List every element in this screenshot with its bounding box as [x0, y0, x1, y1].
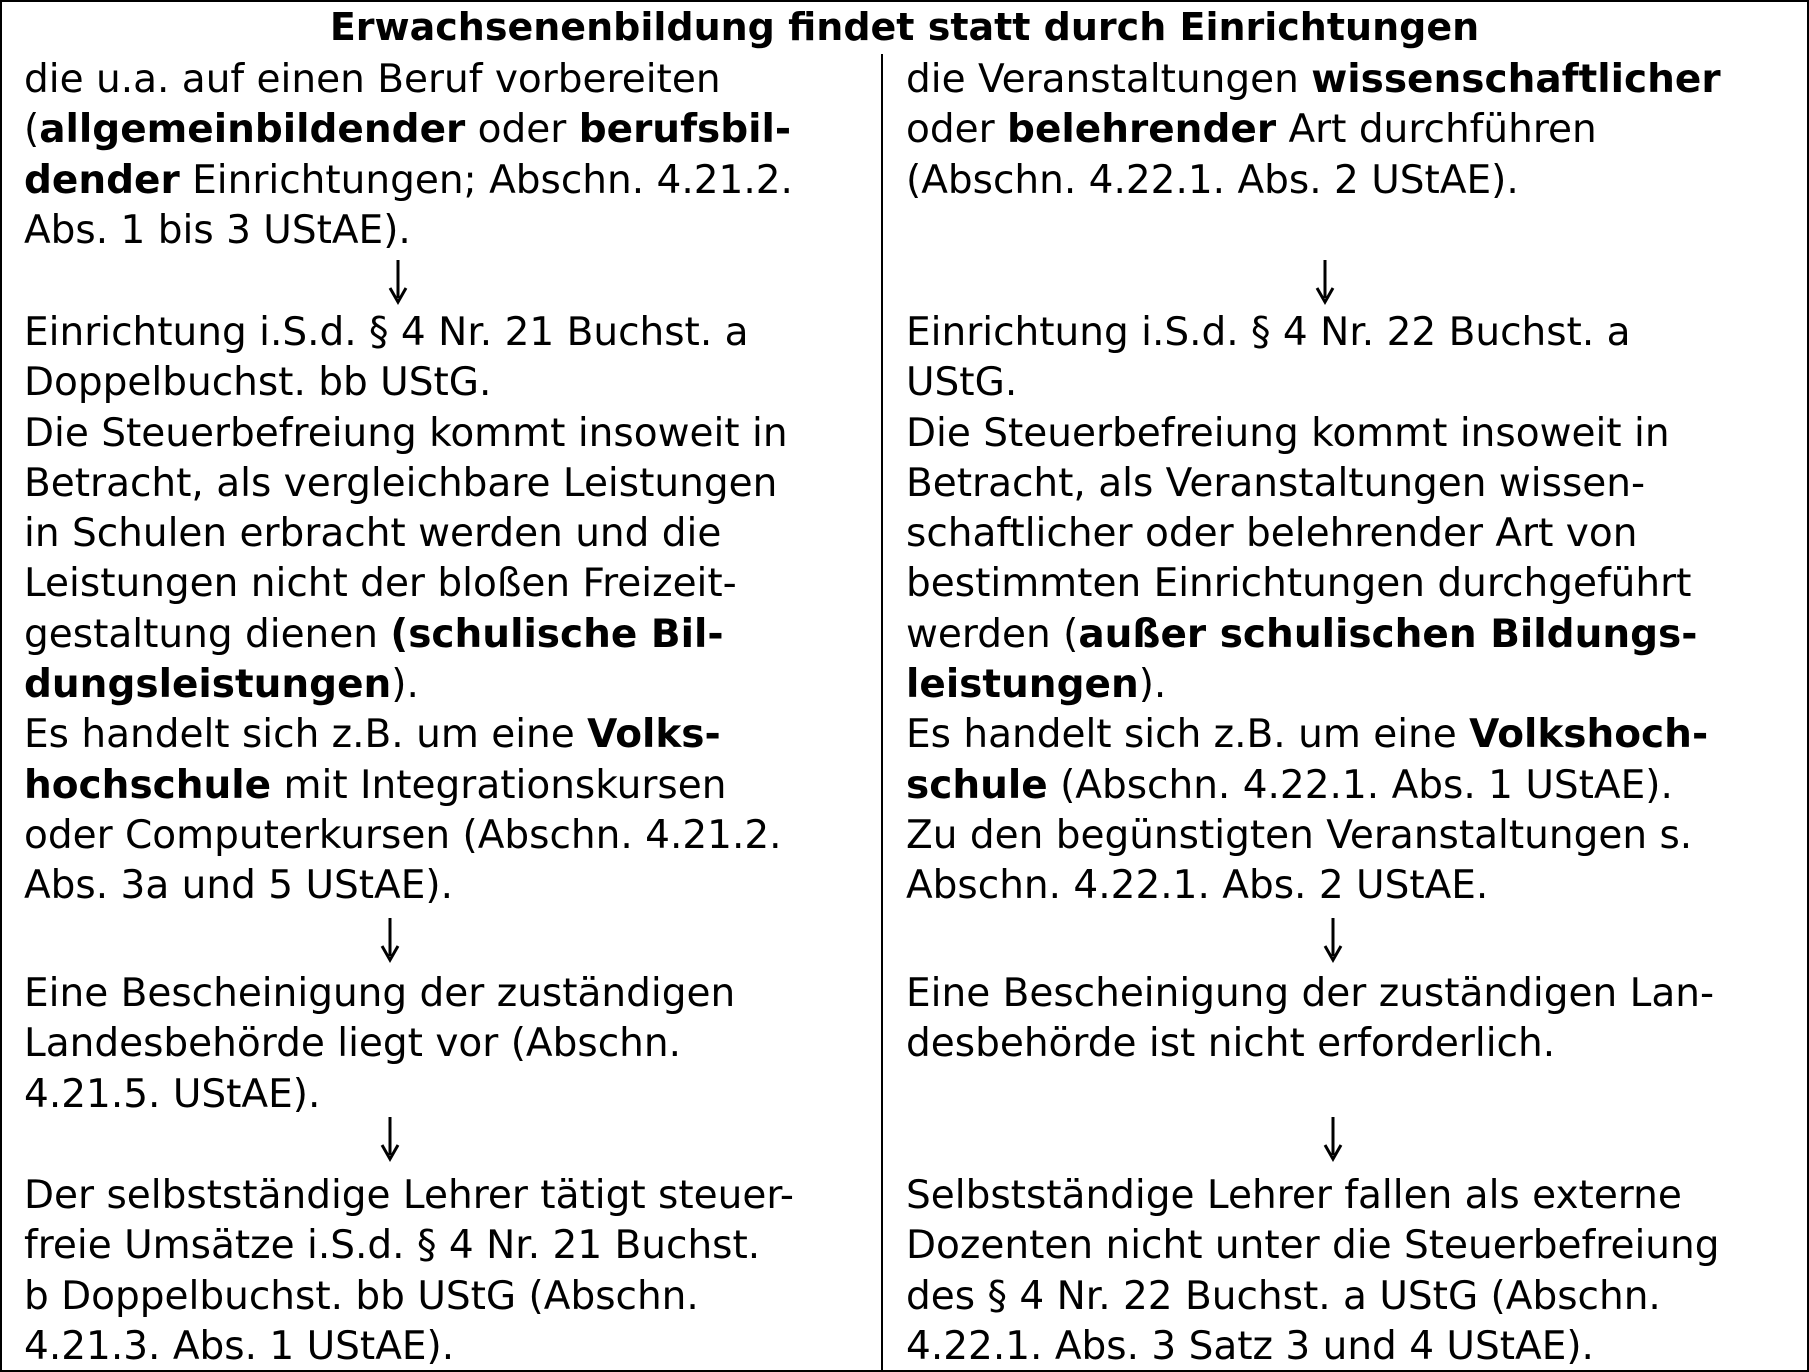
right-arrow-down-icon-2: [1318, 916, 1348, 964]
right-block-4: Selbstständige Lehrer fallen als externe Dozenten nicht unter die Steuerbefreiung des § 4 Nr. 22 Buchst. a UStG (Abschn. 4.22.1. Abs. 3 Satz 3 und 4 UStAE).: [906, 1173, 1720, 1369]
left-block-2-text-1: Einrichtung i.S.d. § 4 Nr. 21 Buchst. a Doppelbuchst. bb UStG. Die Steuerbefreiung kommt insoweit in Betracht, als vergleichbare Leistungen in Schulen erbracht werden und die Leistungen nicht der bloßen Freizeit- gestaltung dienen: [24, 310, 788, 657]
left-block-1: [24, 55, 793, 256]
left-arrow-down-icon-1: [383, 258, 413, 306]
column-divider: [881, 54, 883, 1372]
right-block-1-bold-1: wissenschaftlicher: [1311, 57, 1721, 102]
right-block-2-text-3: (Abschn. 4.22.1. Abs. 1 UStAE). Zu den begünstigten Veranstaltungen s. Abschn. 4.22.1. Abs. 2 UStAE.: [906, 762, 1693, 909]
left-block-1-bold-2: berufsbil- dender: [24, 107, 792, 203]
left-block-2-bold-2: Volks- hochschule: [24, 712, 721, 808]
left-block-1-text-2: oder: [465, 107, 579, 153]
left-block-1-text-1: die u.a. auf einen Beruf vorbereiten (: [24, 57, 721, 153]
right-arrow-down-icon-1: [1310, 258, 1340, 306]
left-arrow-down-icon-3: [375, 1115, 405, 1163]
left-block-1-text-3: Einrichtungen; Abschn. 4.21.2. Abs. 1 bis 3 UStAE).: [24, 157, 793, 253]
right-block-1-text-2: oder: [906, 107, 995, 153]
left-block-2-bold-1: (schulische Bil- dungsleistungen: [24, 611, 724, 708]
right-arrow-down-icon-3: [1318, 1115, 1348, 1163]
right-block-2-bold-1: außer schulischen Bildungs- leistungen: [906, 611, 1698, 708]
left-block-3: Eine Bescheinigung der zuständigen Landesbehörde liegt vor (Abschn. 4.21.5. UStAE).: [24, 971, 736, 1117]
left-block-2: [24, 308, 788, 912]
right-block-1-bold-2: belehrender: [1007, 107, 1277, 153]
right-block-1: [906, 55, 1721, 206]
right-block-2-text-2: ). Es handelt sich z.B. um eine: [906, 662, 1457, 758]
right-block-1-text-3: Art durchführen (Abschn. 4.22.1. Abs. 2 UStAE).: [906, 107, 1597, 203]
right-block-2-text-1: Einrichtung i.S.d. § 4 Nr. 22 Buchst. a UStG. Die Steuerbefreiung kommt insoweit in Betracht, als Veranstaltungen wissen- schaftlicher oder belehrender Art von bestimmten Einrichtungen durchgeführt werden (: [906, 310, 1692, 657]
right-block-3: Eine Bescheinigung der zuständigen Lan- desbehörde ist nicht erforderlich.: [906, 971, 1715, 1067]
right-block-2-bold-2: Volkshoch- schule: [906, 712, 1709, 808]
diagram-title: Erwachsenenbildung findet statt durch Einrichtungen: [329, 5, 1480, 49]
right-block-1-text-1: die Veranstaltungen: [906, 57, 1312, 102]
left-block-1-bold-1: allgemeinbildender: [39, 107, 466, 153]
right-block-2: [906, 308, 1708, 912]
left-arrow-down-icon-2: [375, 916, 405, 964]
left-block-2-text-2: ). Es handelt sich z.B. um eine: [24, 662, 575, 758]
left-block-4: Der selbstständige Lehrer tätigt steuer- freie Umsätze i.S.d. § 4 Nr. 21 Buchst. b Doppelbuchst. bb UStG (Abschn. 4.21.3. Abs. 1 UStAE).: [24, 1173, 794, 1369]
left-block-2-text-3: mit Integrationskursen oder Computerkursen (Abschn. 4.21.2. Abs. 3a und 5 UStAE).: [24, 762, 782, 909]
